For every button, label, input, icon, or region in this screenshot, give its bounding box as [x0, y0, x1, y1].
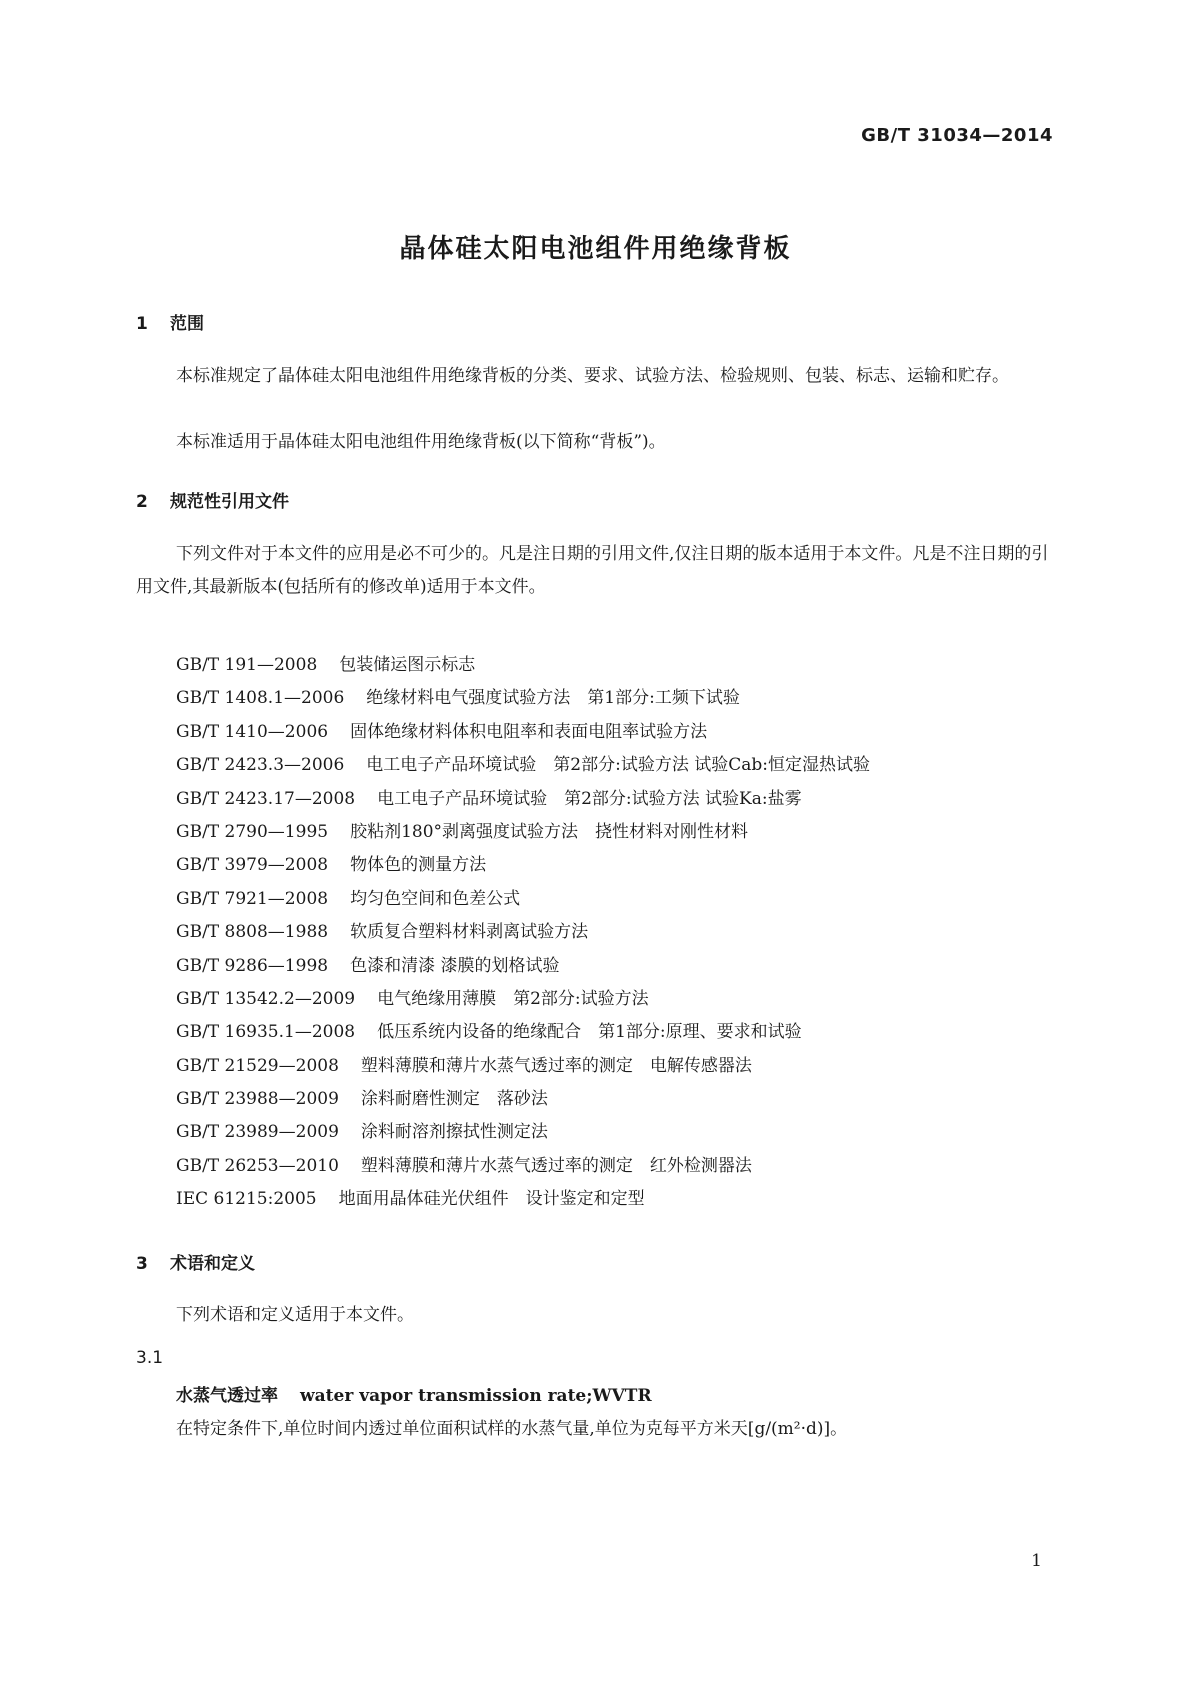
reference-title: 涂料耐溶剂擦拭性测定法 — [360, 1122, 548, 1143]
reference-item — [176, 649, 1036, 682]
section-1-paragraph-1: 本标准规定了晶体硅太阳电池组件用绝缘背板的分类、要求、试验方法、检验规则、包装、标志、运输和贮存。 — [176, 366, 1009, 386]
section-title: 规范性引用文件 — [170, 492, 289, 512]
term-heading — [176, 1381, 652, 1406]
reference-item — [176, 783, 1036, 816]
reference-item — [176, 1183, 1036, 1216]
reference-item — [176, 883, 1036, 916]
term-english: water vapor transmission rate;WVTR — [300, 1386, 652, 1406]
section-3-heading — [136, 1249, 255, 1274]
reference-title: 包装储运图示标志 — [339, 655, 476, 675]
section-2-intro: 下列文件对于本文件的应用是必不可少的。凡是注日期的引用文件,仅注日期的版本适用于本文件。凡是不注日期的引用文件,其最新版本(包括所有的修改单)适用于本文件。 — [136, 544, 1049, 597]
reference-title: 电工电子产品环境试验 第2部分:试验方法 试验Cab:恒定湿热试验 — [366, 755, 870, 776]
reference-item — [176, 983, 1036, 1016]
reference-title: 电气绝缘用薄膜 第2部分:试验方法 — [377, 988, 649, 1009]
reference-item — [176, 950, 1036, 983]
reference-title: 绝缘材料电气强度试验方法 第1部分:工频下试验 — [366, 688, 740, 709]
reference-title: 胶粘剂180°剥离强度试验方法 挠性材料对刚性材料 — [350, 821, 749, 842]
reference-list — [176, 649, 1036, 1217]
reference-code: GB/T 26253—2010 — [176, 1155, 339, 1176]
section-3-intro: 下列术语和定义适用于本文件。 — [176, 1305, 414, 1325]
term-definition: 在特定条件下,单位时间内透过单位面积试样的水蒸气量,单位为克每平方米天[g/(m²·d)]。 — [176, 1419, 848, 1439]
section-number: 3 — [136, 1254, 148, 1274]
document-title: 晶体硅太阳电池组件用绝缘背板 — [399, 234, 792, 264]
section-2-heading — [136, 487, 289, 512]
reference-title: 软质复合塑料材料剥离试验方法 — [350, 922, 589, 943]
term-number: 3.1 — [136, 1348, 164, 1368]
term-chinese: 水蒸气透过率 — [176, 1386, 278, 1406]
reference-item — [176, 1150, 1036, 1183]
reference-title: 固体绝缘材料体积电阻率和表面电阻率试验方法 — [350, 721, 708, 742]
reference-title: 涂料耐磨性测定 落砂法 — [360, 1089, 548, 1110]
reference-item — [176, 1016, 1036, 1049]
reference-title: 均匀色空间和色差公式 — [350, 888, 521, 909]
reference-title: 塑料薄膜和薄片水蒸气透过率的测定 红外检测器法 — [360, 1155, 752, 1176]
section-title: 范围 — [170, 314, 204, 334]
reference-item — [176, 849, 1036, 882]
reference-code: GB/T 2423.3—2006 — [176, 755, 345, 776]
reference-code: GB/T 9286—1998 — [176, 955, 329, 976]
reference-code: GB/T 23989—2009 — [176, 1122, 339, 1143]
reference-code: IEC 61215:2005 — [176, 1189, 317, 1210]
section-number: 2 — [136, 492, 148, 512]
section-number: 1 — [136, 314, 148, 334]
reference-code: GB/T 7921—2008 — [176, 888, 329, 909]
reference-title: 地面用晶体硅光伏组件 设计鉴定和定型 — [338, 1189, 645, 1210]
reference-code: GB/T 191—2008 — [176, 655, 318, 675]
reference-title: 电工电子产品环境试验 第2部分:试验方法 试验Ka:盐雾 — [377, 788, 802, 809]
reference-code: GB/T 1410—2006 — [176, 721, 329, 742]
section-1-heading — [136, 309, 204, 334]
reference-item — [176, 749, 1036, 782]
reference-item — [176, 916, 1036, 949]
reference-code: GB/T 23988—2009 — [176, 1089, 339, 1110]
reference-title: 塑料薄膜和薄片水蒸气透过率的测定 电解传感器法 — [360, 1055, 752, 1076]
reference-code: GB/T 2423.17—2008 — [176, 788, 356, 809]
page-number: 1 — [1031, 1551, 1042, 1571]
section-title: 术语和定义 — [170, 1254, 255, 1274]
reference-code: GB/T 3979—2008 — [176, 855, 329, 876]
reference-code: GB/T 1408.1—2006 — [176, 688, 345, 709]
reference-item — [176, 1116, 1036, 1149]
standard-code: GB/T 31034—2014 — [861, 125, 1053, 146]
reference-title: 低压系统内设备的绝缘配合 第1部分:原理、要求和试验 — [377, 1022, 802, 1043]
reference-item — [176, 682, 1036, 715]
reference-code: GB/T 8808—1988 — [176, 922, 329, 943]
reference-code: GB/T 16935.1—2008 — [176, 1022, 356, 1043]
reference-item — [176, 1050, 1036, 1083]
reference-item — [176, 1083, 1036, 1116]
reference-code: GB/T 2790—1995 — [176, 821, 329, 842]
reference-code: GB/T 13542.2—2009 — [176, 988, 356, 1009]
section-1-paragraph-2: 本标准适用于晶体硅太阳电池组件用绝缘背板(以下简称“背板”)。 — [176, 432, 666, 452]
reference-title: 物体色的测量方法 — [350, 855, 487, 876]
reference-item — [176, 716, 1036, 749]
reference-code: GB/T 21529—2008 — [176, 1055, 339, 1076]
reference-item — [176, 816, 1036, 849]
reference-title: 色漆和清漆 漆膜的划格试验 — [350, 955, 560, 976]
